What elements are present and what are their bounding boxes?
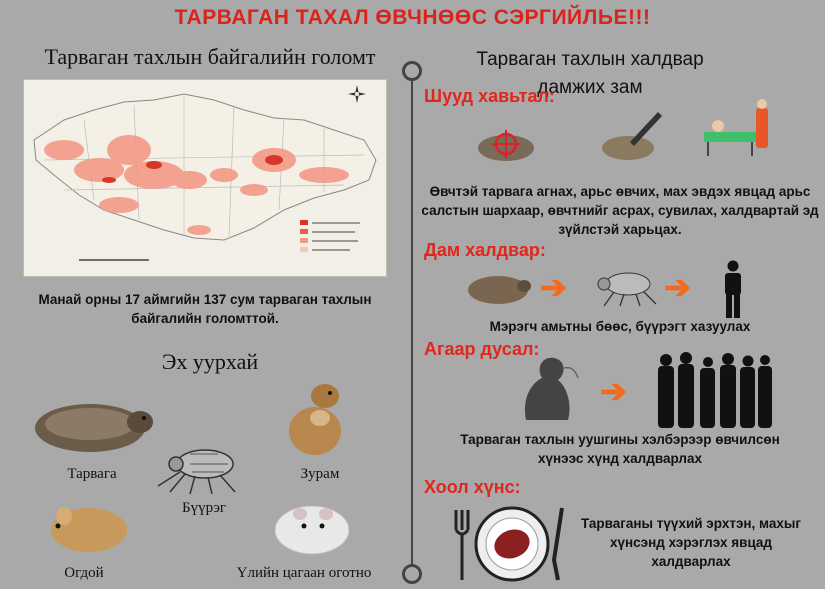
hamster-label: Үлийн цагаан оготно [236, 565, 372, 581]
arrow-icon: ➔ [600, 373, 627, 409]
crowd-image [654, 352, 774, 433]
squirrel-label: Зурам [300, 466, 340, 482]
knife-skinning-image [600, 108, 664, 169]
marmot-image [30, 392, 154, 461]
arrow-icon: ➔ [540, 269, 567, 305]
flea-image [150, 442, 250, 503]
timeline-divider [411, 70, 413, 575]
hamster-image [272, 500, 352, 561]
person-icon [720, 260, 746, 323]
arrow-icon: ➔ [664, 269, 691, 305]
flea-label: Бүүрэг [181, 500, 227, 516]
squirrel-image [270, 376, 360, 463]
indirect-text: Мэрэгч амьтны бөөс, бүүрэгт хазуулах [489, 319, 751, 334]
map-caption: Манай орны 17 аймгийн 137 сум тарваган тахлын байгалийн голомттой. [38, 292, 372, 326]
compass-icon [348, 85, 366, 103]
direct-contact-label: Шууд хавьтал: [424, 86, 555, 106]
patient-care-image [700, 98, 774, 167]
flea-small-image [586, 268, 660, 313]
hunting-image [476, 124, 536, 169]
plate-image [448, 500, 572, 589]
transmission-heading: Тарваган тахлын халдвар дамжих зам [476, 49, 704, 98]
direct-contact-text: Өвчтэй тарвага агнах, арьс өвчих, мах эвдэх явцад арьс салстын шархаар, өвчтнийг асрах, сувилах, халдвартай эд зүйлстэй харьцах. [421, 184, 819, 237]
page-title: ТАРВАГАН ТАХАЛ ӨВЧНӨӨС СЭРГИЙЛЬЕ!!! [174, 6, 651, 29]
mouse-image [44, 496, 130, 561]
airborne-label: Агаар дусал: [424, 339, 540, 359]
indirect-label: Дам халдвар: [424, 240, 546, 260]
airborne-text: Тарваган тахлын уушгины хэлбэрээр өвчилсөн хүнээс хүнд халдварлах [460, 432, 780, 466]
marmot-label: Тарвага [67, 466, 117, 482]
food-label: Хоол хүнс: [424, 477, 521, 497]
plague-map [24, 80, 386, 276]
map-legend [300, 220, 360, 252]
sources-heading: Эх уурхай [161, 349, 259, 374]
timeline-node-top [402, 61, 422, 81]
mouse-label: Огдой [64, 565, 104, 581]
marmot-small-image [466, 270, 532, 311]
map-heading: Тарваган тахлын байгалийн голомт [44, 44, 376, 69]
sneezing-person-image [516, 350, 580, 427]
mongolia-map-graphic [24, 80, 386, 276]
timeline-node-bottom [402, 564, 422, 584]
food-text: Тарваганы түүхий эрхтэн, махыг хүнсэнд хэрэглэх явцад халдварлах [580, 516, 802, 569]
